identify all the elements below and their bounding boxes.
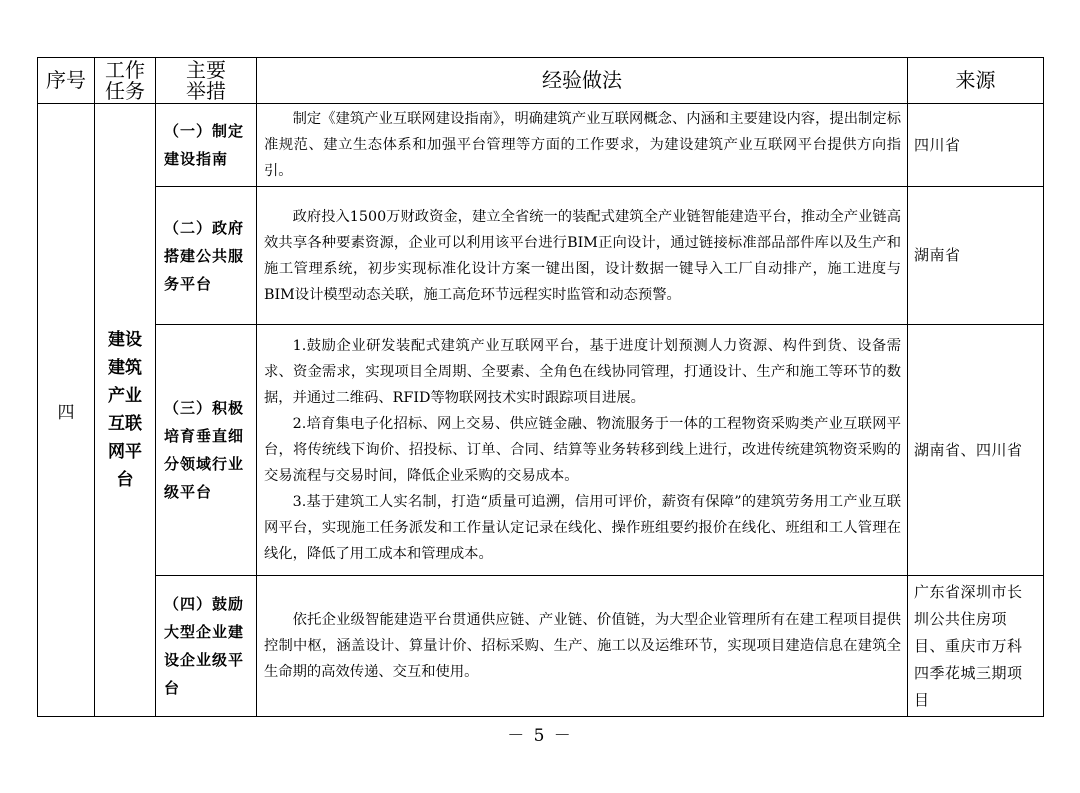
table-row [38,576,1044,717]
experience-cell [257,187,908,325]
experience-paragraph: 依托企业级智能建造平台贯通供应链、产业链、价值链，为大型企业管理所有在建工程项目提供控制中枢，涵盖设计、算量计价、招标采购、生产、施工以及运维环节，实现项目建造信息在建筑全生命期的高效传递、交互和使用。 [264,612,901,680]
header-row [38,58,1044,104]
experience-paragraph: 政府投入1500万财政资金，建立全省统一的装配式建筑全产业链智能建造平台，推动全产业链高效共享各种要素资源，企业可以利用该平台进行BIM正向设计，通过链接标准部品部件库以及生产和施工管理系统，初步实现标准化设计方案一键出图，设计数据一键导入工厂自动排产，施工进度与BIM设计模型动态关联，施工高危环节远程实时监管和动态预警。 [264,208,901,303]
source-cell: 湖南省 [908,187,1044,325]
experience-paragraph: 1.鼓励企业研发装配式建筑产业互联网平台，基于进度计划预测人力资源、构件到货、设备需求、资金需求，实现项目全周期、全要素、全角色在线协同管理，打通设计、生产和施工等环节的数据，并通过二维码、RFID等物联网技术实时跟踪项目进展。 [264,338,901,406]
experience-paragraph: 制定《建筑产业互联网建设指南》，明确建筑产业互联网概念、内涵和主要建设内容，提出制定标准规范、建立生态体系和加强平台管理等方面的工作要求，为建设建筑产业互联网平台提供方向指引。 [264,111,901,179]
measure-cell: （四）鼓励 大型企业建 设企业级平 台 [156,576,257,717]
header-seq: 序号 [38,58,95,104]
experience-cell [257,325,908,576]
table-row [38,104,1044,187]
measure-cell: （三）积极 培育垂直细 分领域行业 级平台 [156,325,257,576]
header-task: 工作 任务 [95,58,156,104]
table-row [38,325,1044,576]
header-source: 来源 [908,58,1044,104]
experience-cell [257,576,908,717]
experience-paragraph: 3.基于建筑工人实名制，打造“质量可追溯，信用可评价，薪资有保障”的建筑劳务用工产业互联网平台，实现施工任务派发和工作量认定记录在线化、操作班组要约报价在线化、班组和工人管理在线化，降低了用工成本和管理成本。 [264,494,901,562]
table-row [38,187,1044,325]
header-measure: 主要 举措 [156,58,257,104]
experience-cell [257,104,908,187]
seq-cell: 四 [38,104,95,717]
header-experience: 经验做法 [257,58,908,104]
source-cell: 广东省深圳市长圳公共住房项目、重庆市万科四季花城三期项目 [908,576,1044,717]
page-number: － 5 － [507,726,573,746]
measure-cell: （二）政府 搭建公共服 务平台 [156,187,257,325]
source-cell: 四川省 [908,104,1044,187]
measure-cell: （一）制定 建设指南 [156,104,257,187]
task-cell: 建设 建筑 产业 互联 网平 台 [95,104,156,717]
experience-table [37,57,1044,717]
experience-paragraph: 2.培育集电子化招标、网上交易、供应链金融、物流服务于一体的工程物资采购类产业互联网平台，将传统线下询价、招投标、订单、合同、结算等业务转移到线上进行，改进传统建筑物资采购的交易流程与交易时间，降低企业采购的交易成本。 [264,416,901,484]
source-cell: 湖南省、四川省 [908,325,1044,576]
